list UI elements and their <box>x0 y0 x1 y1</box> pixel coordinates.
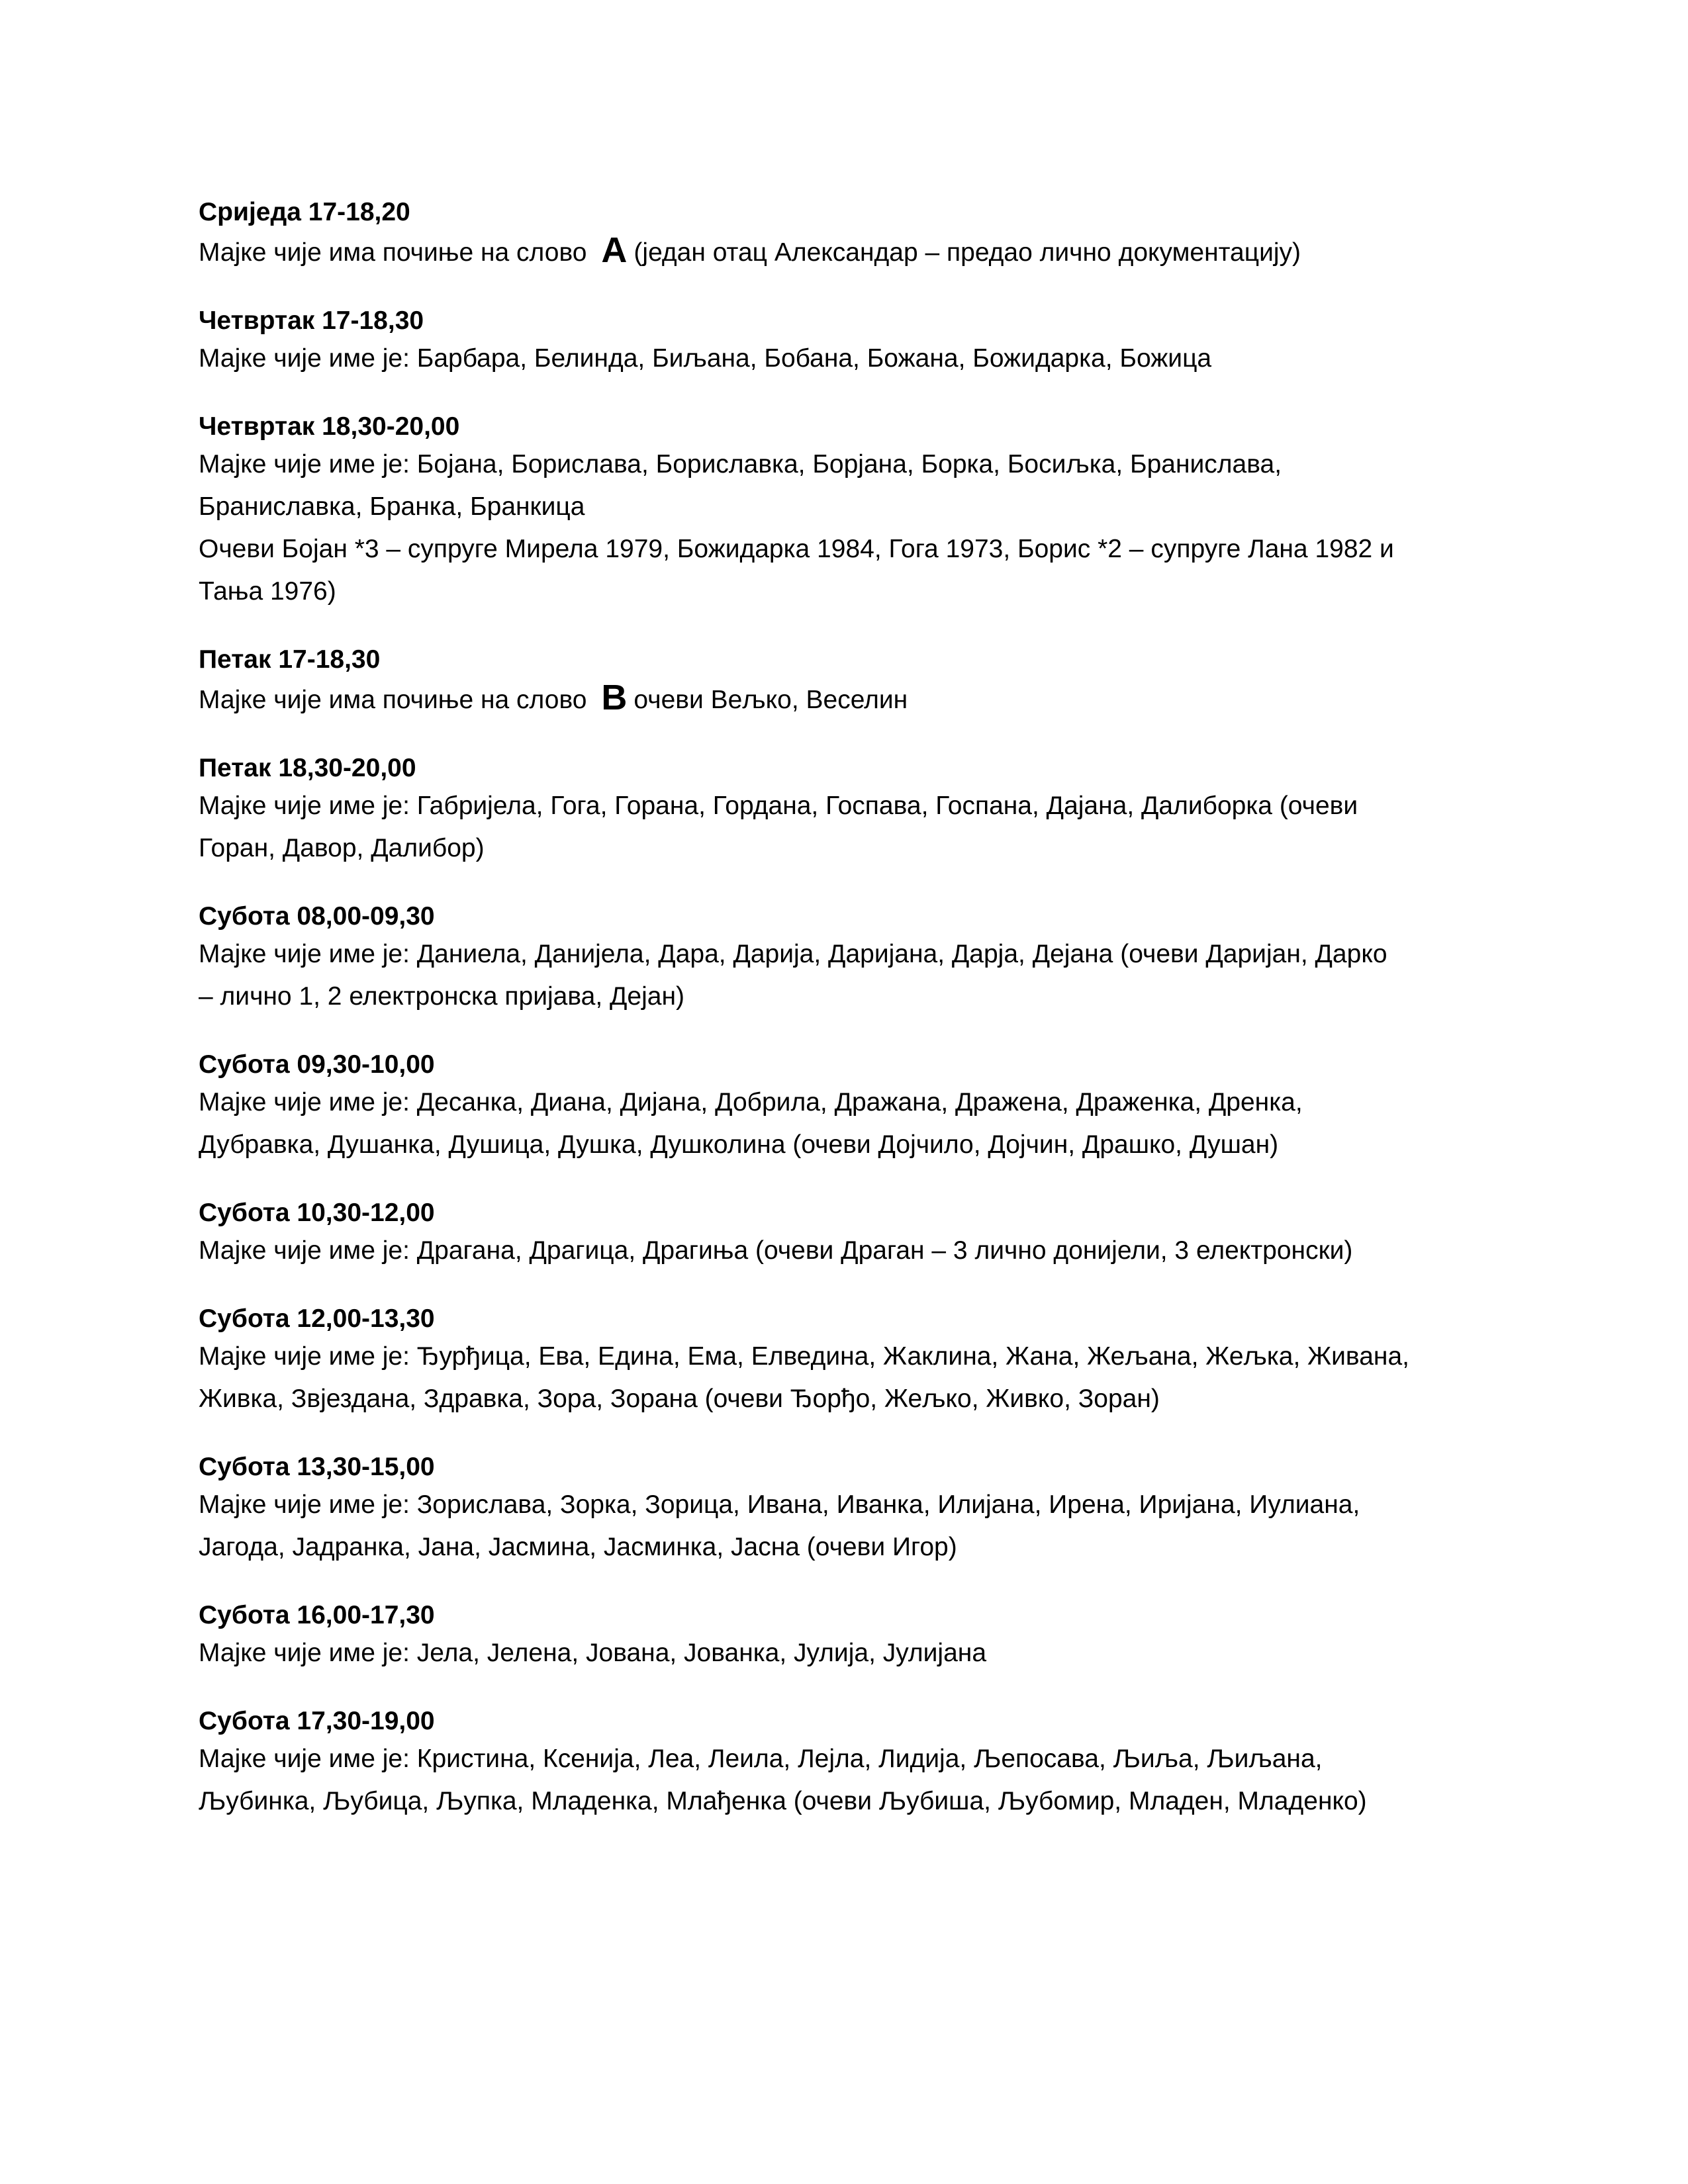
schedule-line: Дубравка, Душанка, Душица, Душка, Душколина (очеви Дојчило, Дојчин, Драшко, Душан) <box>199 1130 1279 1159</box>
schedule-line: Живка, Звјездана, Здравка, Зора, Зорана (очеви Ђорђо, Жељко, Живко, Зоран) <box>199 1385 1160 1413</box>
schedule-block <box>199 196 1496 274</box>
schedule-letter: А <box>601 230 628 270</box>
schedule-block <box>199 752 1496 870</box>
schedule-heading: Четвртак 18,30-20,00 <box>199 412 460 441</box>
schedule-line: Тања 1976) <box>199 577 336 606</box>
schedule-intro: Мајке чије има почиње на слово <box>199 686 587 714</box>
schedule-heading: Сриједа 17-18,20 <box>199 198 410 226</box>
schedule-block <box>199 1197 1496 1272</box>
schedule-line: Јагода, Јадранка, Јана, Јасмина, Јасминка, Јасна (очеви Игор) <box>199 1533 957 1561</box>
schedule-block <box>199 643 1496 721</box>
schedule-letter: В <box>601 678 628 717</box>
schedule-rest: очеви Вељко, Веселин <box>633 686 908 714</box>
schedule-heading: Субота 08,00-09,30 <box>199 902 435 931</box>
schedule-list <box>199 196 1496 1853</box>
schedule-line: Мајке чије име је: Десанка, Диана, Дијана, Добрила, Дражана, Дражена, Драженка, Дренка, <box>199 1088 1303 1116</box>
schedule-line: Очеви Бојан *3 – супруге Мирела 1979, Божидарка 1984, Гога 1973, Борис *2 – супруге Лана 1982 и <box>199 535 1394 563</box>
schedule-heading: Петак 17-18,30 <box>199 645 381 674</box>
schedule-block <box>199 1048 1496 1166</box>
schedule-line: Браниславка, Бранка, Бранкица <box>199 492 585 521</box>
schedule-heading: Субота 10,30-12,00 <box>199 1199 435 1227</box>
schedule-line: Мајке чије име је: Бојана, Борислава, Бориславка, Борјана, Борка, Босиљка, Бранислава, <box>199 450 1282 478</box>
schedule-intro: Мајке чије има почиње на слово <box>199 238 587 267</box>
schedule-heading: Субота 16,00-17,30 <box>199 1601 435 1629</box>
schedule-heading: Субота 12,00-13,30 <box>199 1304 435 1333</box>
schedule-line: Мајке чије име је: Габријела, Гога, Горана, Гордана, Госпава, Госпана, Дајана, Далиборка (очеви <box>199 792 1358 820</box>
schedule-heading: Субота 13,30-15,00 <box>199 1453 435 1481</box>
schedule-block <box>199 1599 1496 1674</box>
schedule-block <box>199 1451 1496 1569</box>
schedule-block <box>199 900 1496 1018</box>
schedule-line: Мајке чије име је: Ђурђица, Ева, Едина, Ема, Елведина, Жаклина, Жана, Жељана, Жељка, Живана, <box>199 1342 1409 1371</box>
schedule-heading: Субота 09,30-10,00 <box>199 1050 435 1079</box>
schedule-line: Мајке чије име је: Даниела, Данијела, Дара, Дарија, Даријана, Дарја, Дејана (очеви Даријан, Дарко <box>199 940 1387 968</box>
schedule-block <box>199 410 1496 613</box>
schedule-line: Мајке чије име је: Зорислава, Зорка, Зорица, Ивана, Иванка, Илијана, Ирена, Иријана, Иулиана, <box>199 1490 1360 1519</box>
schedule-block <box>199 1302 1496 1420</box>
schedule-line: Мајке чије име је: Јела, Јелена, Јована, Јованка, Јулија, Јулијана <box>199 1639 987 1667</box>
schedule-rest: (један отац Александар – предао лично документацију) <box>633 238 1301 267</box>
schedule-line: – лично 1, 2 електронска пријава, Дејан) <box>199 982 684 1011</box>
schedule-line: Мајке чије име је: Кристина, Ксенија, Леа, Леила, Лејла, Лидија, Љепосава, Љиља, Љиљана, <box>199 1745 1323 1773</box>
schedule-heading: Петак 18,30-20,00 <box>199 754 416 782</box>
schedule-line: Мајке чије име је: Драгана, Драгица, Драгиња (очеви Драган – 3 лично донијели, 3 електронски) <box>199 1236 1353 1265</box>
schedule-block <box>199 304 1496 380</box>
schedule-line <box>199 229 1496 274</box>
schedule-heading: Субота 17,30-19,00 <box>199 1707 435 1735</box>
schedule-heading: Четвртак 17-18,30 <box>199 306 424 335</box>
schedule-line: Мајке чије име је: Барбара, Белинда, Биљана, Бобана, Божана, Божидарка, Божица <box>199 344 1212 373</box>
schedule-line: Љубинка, Љубица, Љупка, Младенка, Млађенка (очеви Љубиша, Љубомир, Младен, Младенко) <box>199 1787 1367 1815</box>
schedule-line <box>199 676 1496 721</box>
schedule-block <box>199 1705 1496 1823</box>
schedule-line: Горан, Давор, Далибор) <box>199 834 485 862</box>
